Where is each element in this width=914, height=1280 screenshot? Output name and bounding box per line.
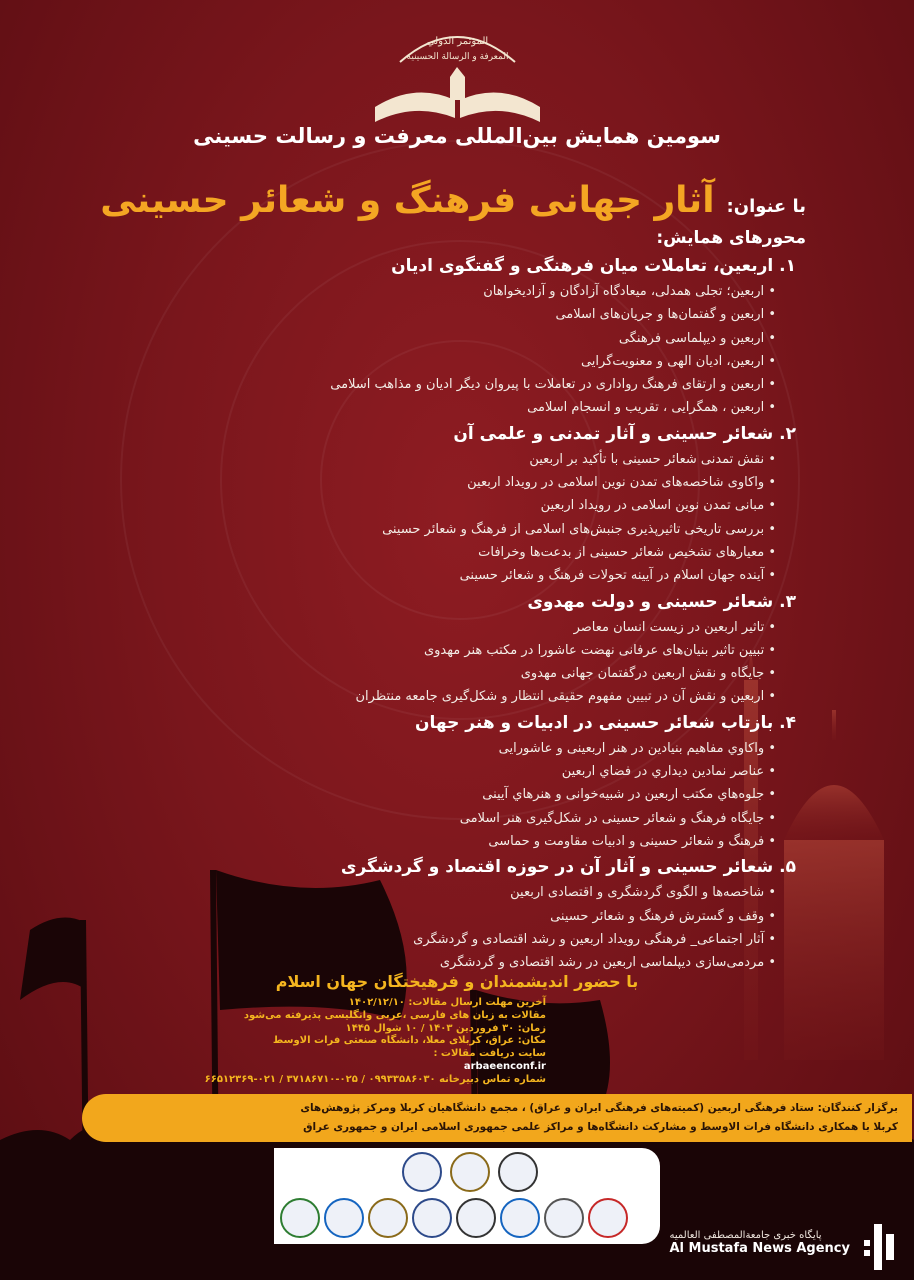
- partner-logo-icon: [544, 1198, 584, 1238]
- list-item: • اربعین و نقش آن در تبیین مفهوم حقیقی انتظار و شکل‌گیری جامعه منتظران: [56, 685, 776, 708]
- section-title: ۱. اربعین، تعاملات میان فرهنگی و گفتگوی ادیان: [391, 256, 796, 276]
- conference-logo: [370, 22, 545, 122]
- site-label: سایت دریافت مقالات :: [433, 1048, 546, 1060]
- deadline: آخرین مهلت ارسال مقالات: ۱۴۰۲/۱۲/۱۰: [348, 997, 546, 1008]
- section-title: ۳. شعائر حسینی و دولت مهدوی: [527, 591, 796, 612]
- partner-logo-icon: [588, 1198, 628, 1238]
- list-item: • آینده جهان اسلام در آیینه تحولات فرهنگ و شعائر حسینی: [56, 564, 776, 587]
- list-item: • جایگاه فرهنگ و شعائر حسینی در شکل‌گیری هنر اسلامی: [56, 807, 776, 830]
- agency-credit: [669, 1230, 850, 1256]
- list-item: • تبیین تاثیر بنیان‌های عرفانی نهضت عاشورا در مکتب هنر مهدوی: [56, 639, 776, 662]
- list-item: • جلوه‌هاي مکتب اربعین در شبیه‌خوانی و هنرهاي آیینی: [56, 783, 776, 806]
- event-time: زمان: ۳۰ فروردین ۱۴۰۳ / ۱۰ شوال ۱۴۴۵: [345, 1022, 546, 1034]
- axes-heading: محورهای همایش:: [656, 228, 806, 248]
- section-title: ۴. بازتاب شعائر حسینی در ادبیات و هنر جهان: [415, 712, 796, 733]
- list-item: • واکاوی شاخصه‌های تمدن نوین اسلامی در رویداد اربعین: [56, 471, 776, 494]
- list-item: • اربعین، ادیان الهی و معنویت‌گرایی: [56, 350, 776, 373]
- list-item: • آثار اجتماعی_ فرهنگی رویداد اربعین و رشد اقتصادی و گردشگری: [56, 928, 776, 951]
- agency-name-fa: پایگاه خبری جامعةالمصطفی العالمیه: [669, 1230, 822, 1241]
- presence-line: با حضور اندیشمندان و فرهیختگان جهان اسلام: [275, 972, 639, 991]
- partner-logo-icon: [280, 1198, 320, 1238]
- list-item: • تاثیر اربعین در زیست انسان معاصر: [56, 616, 776, 639]
- partner-logo-icon: [450, 1152, 490, 1192]
- organizers-line2: کربلا با همکاری دانشگاه فرات الاوسط و مشارکت دانشگاه‌ها و مراکز علمی جمهوری اسلامی ایران و جمهوری عراق: [303, 1121, 898, 1133]
- topics-list: [56, 252, 796, 974]
- list-item: • شاخصه‌ها و الگوی گردشگری و اقتصادی اربعین: [56, 881, 776, 904]
- title-row: [86, 180, 806, 221]
- main-title: آثار جهانی فرهنگ و شعائر حسینی: [100, 180, 715, 221]
- list-item: • جایگاه و نقش اربعین درگفتمان جهانی مهدوی: [56, 662, 776, 685]
- partner-logo-icon: [368, 1198, 408, 1238]
- partner-logo-icon: [402, 1152, 442, 1192]
- list-item: • عناصر نمادین دیداري در فضاي اربعین: [56, 760, 776, 783]
- list-item: • نقش تمدنی شعائر حسینی با تأکید بر اربعین: [56, 448, 776, 471]
- agency-name-en: Al Mustafa News Agency: [669, 1241, 850, 1256]
- list-item: • مبانی تمدن نوین اسلامی در رویداد اربعین: [56, 494, 776, 517]
- list-item: • معیارهای تشخیص شعائر حسینی از بدعت‌ها وخرافات: [56, 541, 776, 564]
- list-item: • اربعین ، همگرایی ، تقریب و انسجام اسلامی: [56, 396, 776, 419]
- partner-logos: [274, 1148, 660, 1244]
- organizers-bar: [82, 1094, 912, 1142]
- partner-logo-icon: [412, 1198, 452, 1238]
- partner-logo-icon: [456, 1198, 496, 1238]
- list-item: • مردمی‌سازی دیپلماسی اربعین در رشد اقتصادی و گردشگری: [56, 951, 776, 974]
- list-item: • وقف و گسترش فرهنگ و شعائر حسینی: [56, 905, 776, 928]
- partner-logo-icon: [500, 1198, 540, 1238]
- list-item: • اربعین؛ تجلی همدلی، میعادگاه آزادگان و آزادیخواهان: [56, 280, 776, 303]
- languages: مقالات به زبان های فارسی ،عربی وانگلیسی پذیرفته می‌شود: [243, 1009, 546, 1021]
- list-item: • اربعین و گفتمان‌ها و جریان‌های اسلامی: [56, 303, 776, 326]
- agency-logo-icon: [860, 1222, 904, 1272]
- list-item: • اربعین و دیپلماسی فرهنگی: [56, 327, 776, 350]
- contact-phones: شماره تماس دبیرخانه ۰۹۹۳۳۵۸۶۰۳۰ / ۰۲۵-۳۷۱۸۶۷۱۰ / ۰۲۱-۶۶۵۱۲۳۶۹: [204, 1073, 546, 1085]
- event-place: مکان: عراق، کربلای معلا، دانشگاه صنعتی فرات الاوسط: [272, 1035, 546, 1047]
- logo-line2: المعرفة و الرسالة الحسينية: [406, 52, 509, 62]
- info-block: [46, 997, 546, 1087]
- section-title: ۵. شعائر حسینی و آثار آن در حوزه اقتصاد و گردشگری: [340, 857, 796, 878]
- list-item: • فرهنگ و شعائر حسینی و ادبیات مقاومت و حماسی: [56, 830, 776, 853]
- logo-line1: المؤتمر الدولي: [426, 36, 489, 47]
- partner-logo-icon: [498, 1152, 538, 1192]
- conference-title: سومین همایش بین‌المللی معرفت و رسالت حسینی: [193, 124, 721, 148]
- list-item: • بررسی تاریخی تاثیرپذیری جنبش‌های اسلامی از فرهنگ و شعائر حسینی: [56, 518, 776, 541]
- list-item: • اربعین و ارتقای فرهنگ رواداری در تعاملات با پیروان دیگر ادیان و مذاهب اسلامی: [56, 373, 776, 396]
- title-prefix: با عنوان:: [726, 196, 806, 217]
- section-title: ۲. شعائر حسینی و آثار تمدنی و علمی آن: [453, 423, 796, 444]
- partner-logo-icon: [324, 1198, 364, 1238]
- organizers-line1: برگزار کنندگان: ستاد فرهنگی اربعین (کمیته‌های فرهنگی ایران و عراق) ، مجمع دانشگاهیان کربلا ومرکز پژوهش‌های: [300, 1102, 898, 1114]
- list-item: • واکاوي مفاهیم بنیادین در هنر اربعینی و عاشورایی: [56, 737, 776, 760]
- site-url[interactable]: arbaeenconf.ir: [463, 1060, 546, 1072]
